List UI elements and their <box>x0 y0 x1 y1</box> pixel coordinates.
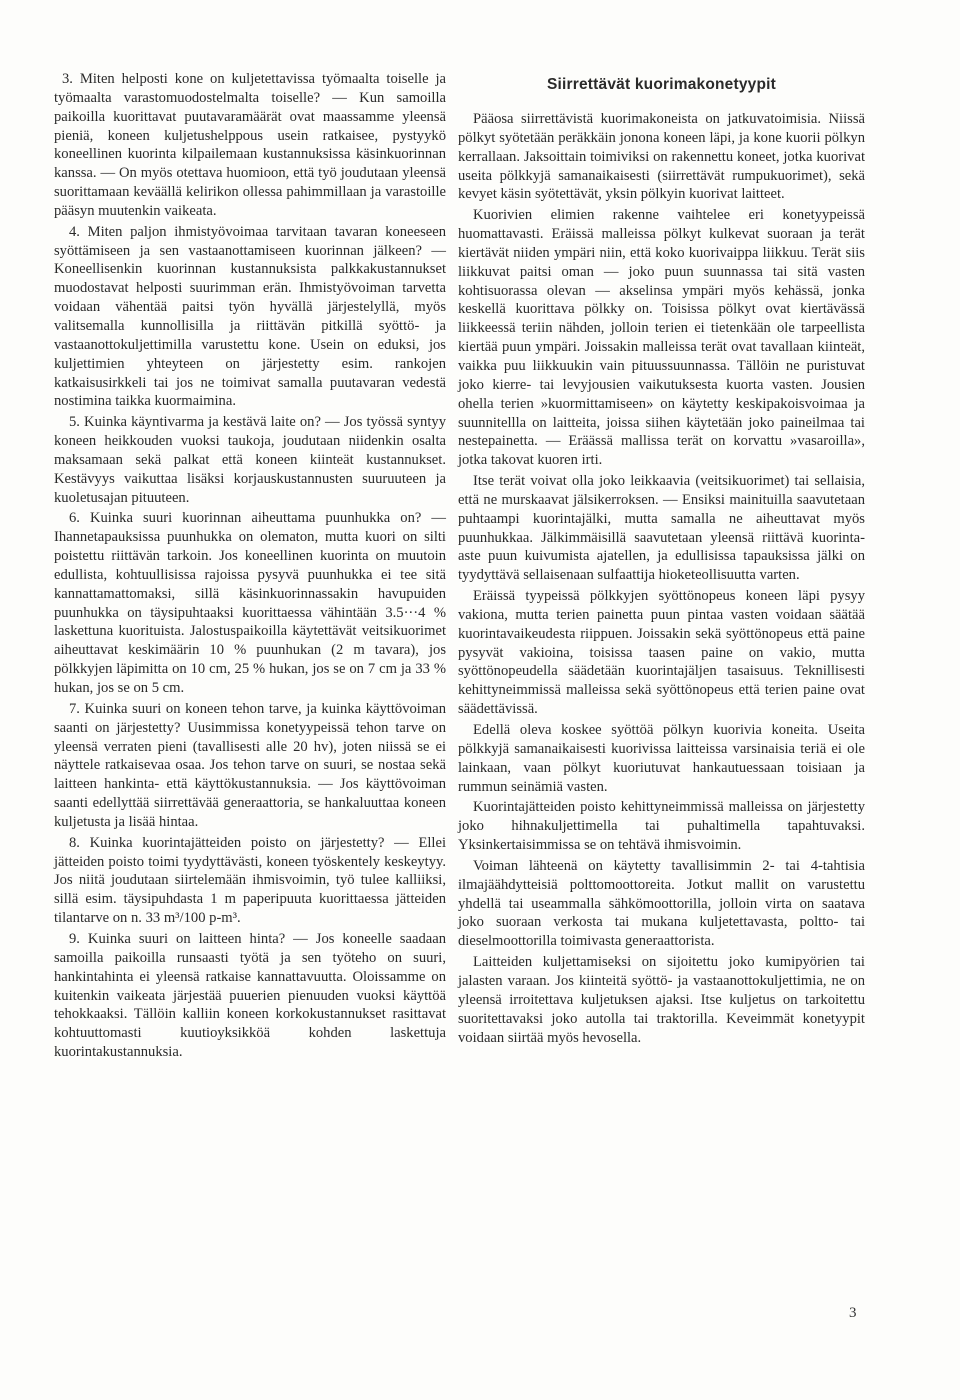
page-number: 3 <box>849 1305 857 1321</box>
paragraph-peeling-members: Kuorivien elimien rakenne vaihtelee eri konetyypeissä huomattavasti. Eräissä malleissa pölkyt kulkevat suoraan ja terät kiertävät niiden ympäri niin, että koko kuorivaippa liikkuu. Terät siis liikkuvat paitsi oman — joko puun suunnassa tai sitä vasten kohtisuorassa olevan — akselinsa ympäri myös kehässä, jonka keskellä kuorittava pölkky on. Toisissa pölkyt ovat kiertävässä liikkeessä teriin nähden, jolloin terien ei tietenkään ole tarpeellista kiertää puun ympäri. Joissakin malleissa terät ovat tavallaan kiinteät, vaikka puu liikkuukin vain pituussuunnassa. Tällöin ne puristuvat joko kierre- tai levyjousien vaikutuksesta kuorta vasten. Jousien ohella terien »kuormittamiseen» on käytetty keskipakoisvoimaa ja suunnitellla on laitteita, joissa siihen käytetään joko paineilmaa tai nestepainetta. — Eräässä mallissa terät on korvattu »vasaroilla», jotka takovat kuoren irti. <box>458 207 865 469</box>
paragraph-transport: Laitteiden kuljettamiseksi on sijoitettu joko kumipyörien tai jalasten varaan. Jos kiinteitä syöttö- ja vastaanottokuljettimia, ne on yleensä irroitettava kuljetuksen ajaksi. Itse kuljetus on tarkoitettu suoritettavaksi joko autolla tai traktorilla. Keveimmät konetyypit voidaan siirtää myös hevosella. <box>458 954 865 1046</box>
left-column <box>54 70 446 1062</box>
paragraph-item-7: 7. Kuinka suuri on koneen tehon tarve, ja kuinka käyttövoiman saanti on järjestetty? Uusimmissa konetyypeissä tehon tarve on yleensä verraten pieni (tavallisesti alle 20 hv), joten niissä se ei näyttele ratkaisevaa osaa. Jos tehon tarve on suuri, se nostaa sekä laitteen hankinta- että käyttökustannuksia. — Jos käyttövoiman saanti edellyttää siirrettävää generaattoria, se hankaluuttaa koneen kuljetusta ja lisää hintaa. <box>54 700 446 830</box>
paragraph-blades: Itse terät voivat olla joko leikkaavia (veitsikuorimet) tai sellaisia, että ne murskaavat jälsikerroksen. — Ensiksi mainituilla saavutetaan puhtaampi kuorintajälki, mutta samalla ne aiheuttavat myös puunhukkaa. Jälkimmäisillä saavutetaan yleensä riittävä kuorinta-aste puun kuivumista ajatellen, ja edullisissa tapauksissa jälki on tyydyttävä sellaisenaan sulfaattija hioketeollisuutta varten. <box>458 473 865 584</box>
paragraph-item-8: 8. Kuinka kuorintajätteiden poisto on järjestetty? — Ellei jätteiden poisto toimi tyydyttävästi, koneen työskentely keskeytyy. Jos niitä joudutaan siirtelemään ihmisvoimin, työ tulee kalliiksi, sillä esim. täysipuhdasta 1 m paperipuuta kuorittaessa jätteiden tilantarve on n. 33 m³/100 p-m³. <box>54 834 446 927</box>
paragraph-item-6: 6. Kuinka suuri kuorinnan aiheuttama puunhukka on? — Ihannetapauksissa puunhukka on olematon, mutta kuori on silti poistettu riittävän tarkoin. Jos koneellinen kuorinta on muutoin edullista, kohtuullisissa rajoissa pysyvä puunhukka ei tee sitä kannattamattomaksi, sillä käsinkuorinnassakin havupuiden puunhukka on täysipuhtaaksi kuorittaessa vähintään 3.5···4 % laskettuna kuorituista. Jalostuspaikoilla käytettävät veitsikuorimet aiheuttavat keskimäärin 10 % puunhukan (2 m tavara), jos pölkkyjen läpimitta on 10 cm, 25 % hukan, jos se on 7 cm ja 33 % hukan, jos se on 5 cm. <box>54 510 446 696</box>
section-heading: Siirrettävät kuorimakonetyypit <box>546 76 777 93</box>
paragraph-waste-removal: Kuorintajätteiden poisto kehittyneimmissä malleissa on järjestetty joko hihnakuljettimella tai puhaltimella tapahtuvaksi. Yksinkertaisimmissa se on tehtävä ihmisvoimin. <box>458 799 865 854</box>
paragraph-feed-rate: Eräissä tyypeissä pölkkyjen syöttönopeus koneen läpi pysyy vakiona, mutta terien painetta puun pintaa vasten voidaan säätää kuorintavaikeudesta riippuen. Joissakin sekä syöttönopeus että paine pysyvät vakioina, toisissa taasen paine on vakio, mutta syöttönopeudella säädetään kuorintajäljen tasaisuus. Teknillisesti kehittyneimmissä malleissa sekä syöttönopeus että terien paine ovat säädettävissä. <box>458 588 865 718</box>
paragraph-item-3: 3. Miten helposti kone on kuljetettavissa työmaalta toiselle ja työmaalta varastomuodostelmalta toiselle? — Kun samoilla paikoilla kuorittavat puutavaramäärät ovat maassamme yleensä pieniä, koneen kuljetushelppous usein ratkaisee, pystyykö koneellinen kuorinta kilpailemaan kustannuksissa käsinkuorinnan kanssa. — On myös otettava huomioon, että työ joudutaan yleensä suorittamaan keväällä kelirikon ollessa pahimmillaan ja varastoille pääsyn muutenkin vaikeata. <box>54 71 446 219</box>
paragraph-drum-debarkers: Edellä oleva koskee syöttöä pölkyn kuorivia koneita. Useita pölkkyjä samanaikaisesti kuorivissa laitteissa varsinaisia teriä ei ole lainkaan, vaan pölkyt kuoriutuvat hankautuessaan toisiaan ja rummun seinämiä vasten. <box>458 722 865 795</box>
paragraph-power-source: Voiman lähteenä on käytetty tavallisimmin 2- tai 4-tahtisia ilmajäähdytteisiä polttomoottoreita. Jotkut mallit on varustettu yhdellä tai useammalla sähkömoottorilla, jolloin virta on saatava joko suoraan verkosta tai mukana kuljetettavasta, poltto- tai dieselmoottorilla toimivasta generaattorista. <box>458 857 865 950</box>
right-column <box>458 70 865 1047</box>
paragraph-item-4: 4. Miten paljon ihmistyövoimaa tarvitaan tavaran koneeseen syöttämiseen ja sen vastaanottamiseen kuorinnan jälkeen? — Koneellisenkin kuorinnan kustannuksista palkkakustannukset muodostavat helposti suurimman erän. Ihmistyövoiman tarvetta voidaan vähentää paitsi työn hyvällä järjestelyllä, myös valitsemalla kunnollisilla ja riittävän pitkillä syöttö- ja vastaanottokuljettimilla varustettu kone. Usein on eduksi, jos kuljettimien yhteyteen on järjestetty esim. rankojen katkaisusirkkeli tai jos ne toimivat samalla puutavaran vedestä nostimina taikka kuormaimina. <box>54 223 446 410</box>
paragraph-continuous-machines: Pääosa siirrettävistä kuorimakoneista on jatkuvatoimisia. Niissä pölkyt syötetään peräkkäin jonona koneen läpi, ja kone kuorii pölkyn kerrallaan. Jaksoittain toimiviksi on rakennettu koneet, jotka kuorivat useita pölkkyjä samanaikaisesti (siirrettävät rumpukuorimet), sekä kevyet käsin syötettävät, yksin pölkyin kuorivat laitteet. <box>458 111 865 203</box>
paragraph-item-9: 9. Kuinka suuri on laitteen hinta? — Jos koneelle saadaan samoilla paikoilla runsaasti työtä ja sen työteho on suuri, hankintahinta ei yleensä ratkaise kannattavuutta. Oloissamme on kuitenkin vaikeata järjestää puuerien pienuuden vuoksi käyttöä tehokkaaksi. Tällöin kalliin koneen korkokustannukset rasittavat kohtuuttomasti kuutioyksikköä kohden laskettuja kuorintakustannuksia. <box>54 930 446 1061</box>
paragraph-item-5: 5. Kuinka käyntivarma ja kestävä laite on? — Jos työssä syntyy koneen heikkouden vuoksi taukoja, joudutaan niidenkin osalta maksamaan sekä palkat että koneen kiinteät kustannukset. Kestävyys vaikuttaa lisäksi korjauskustannusten suuruuteen ja kuoletusajan pituuteen. <box>54 414 446 506</box>
